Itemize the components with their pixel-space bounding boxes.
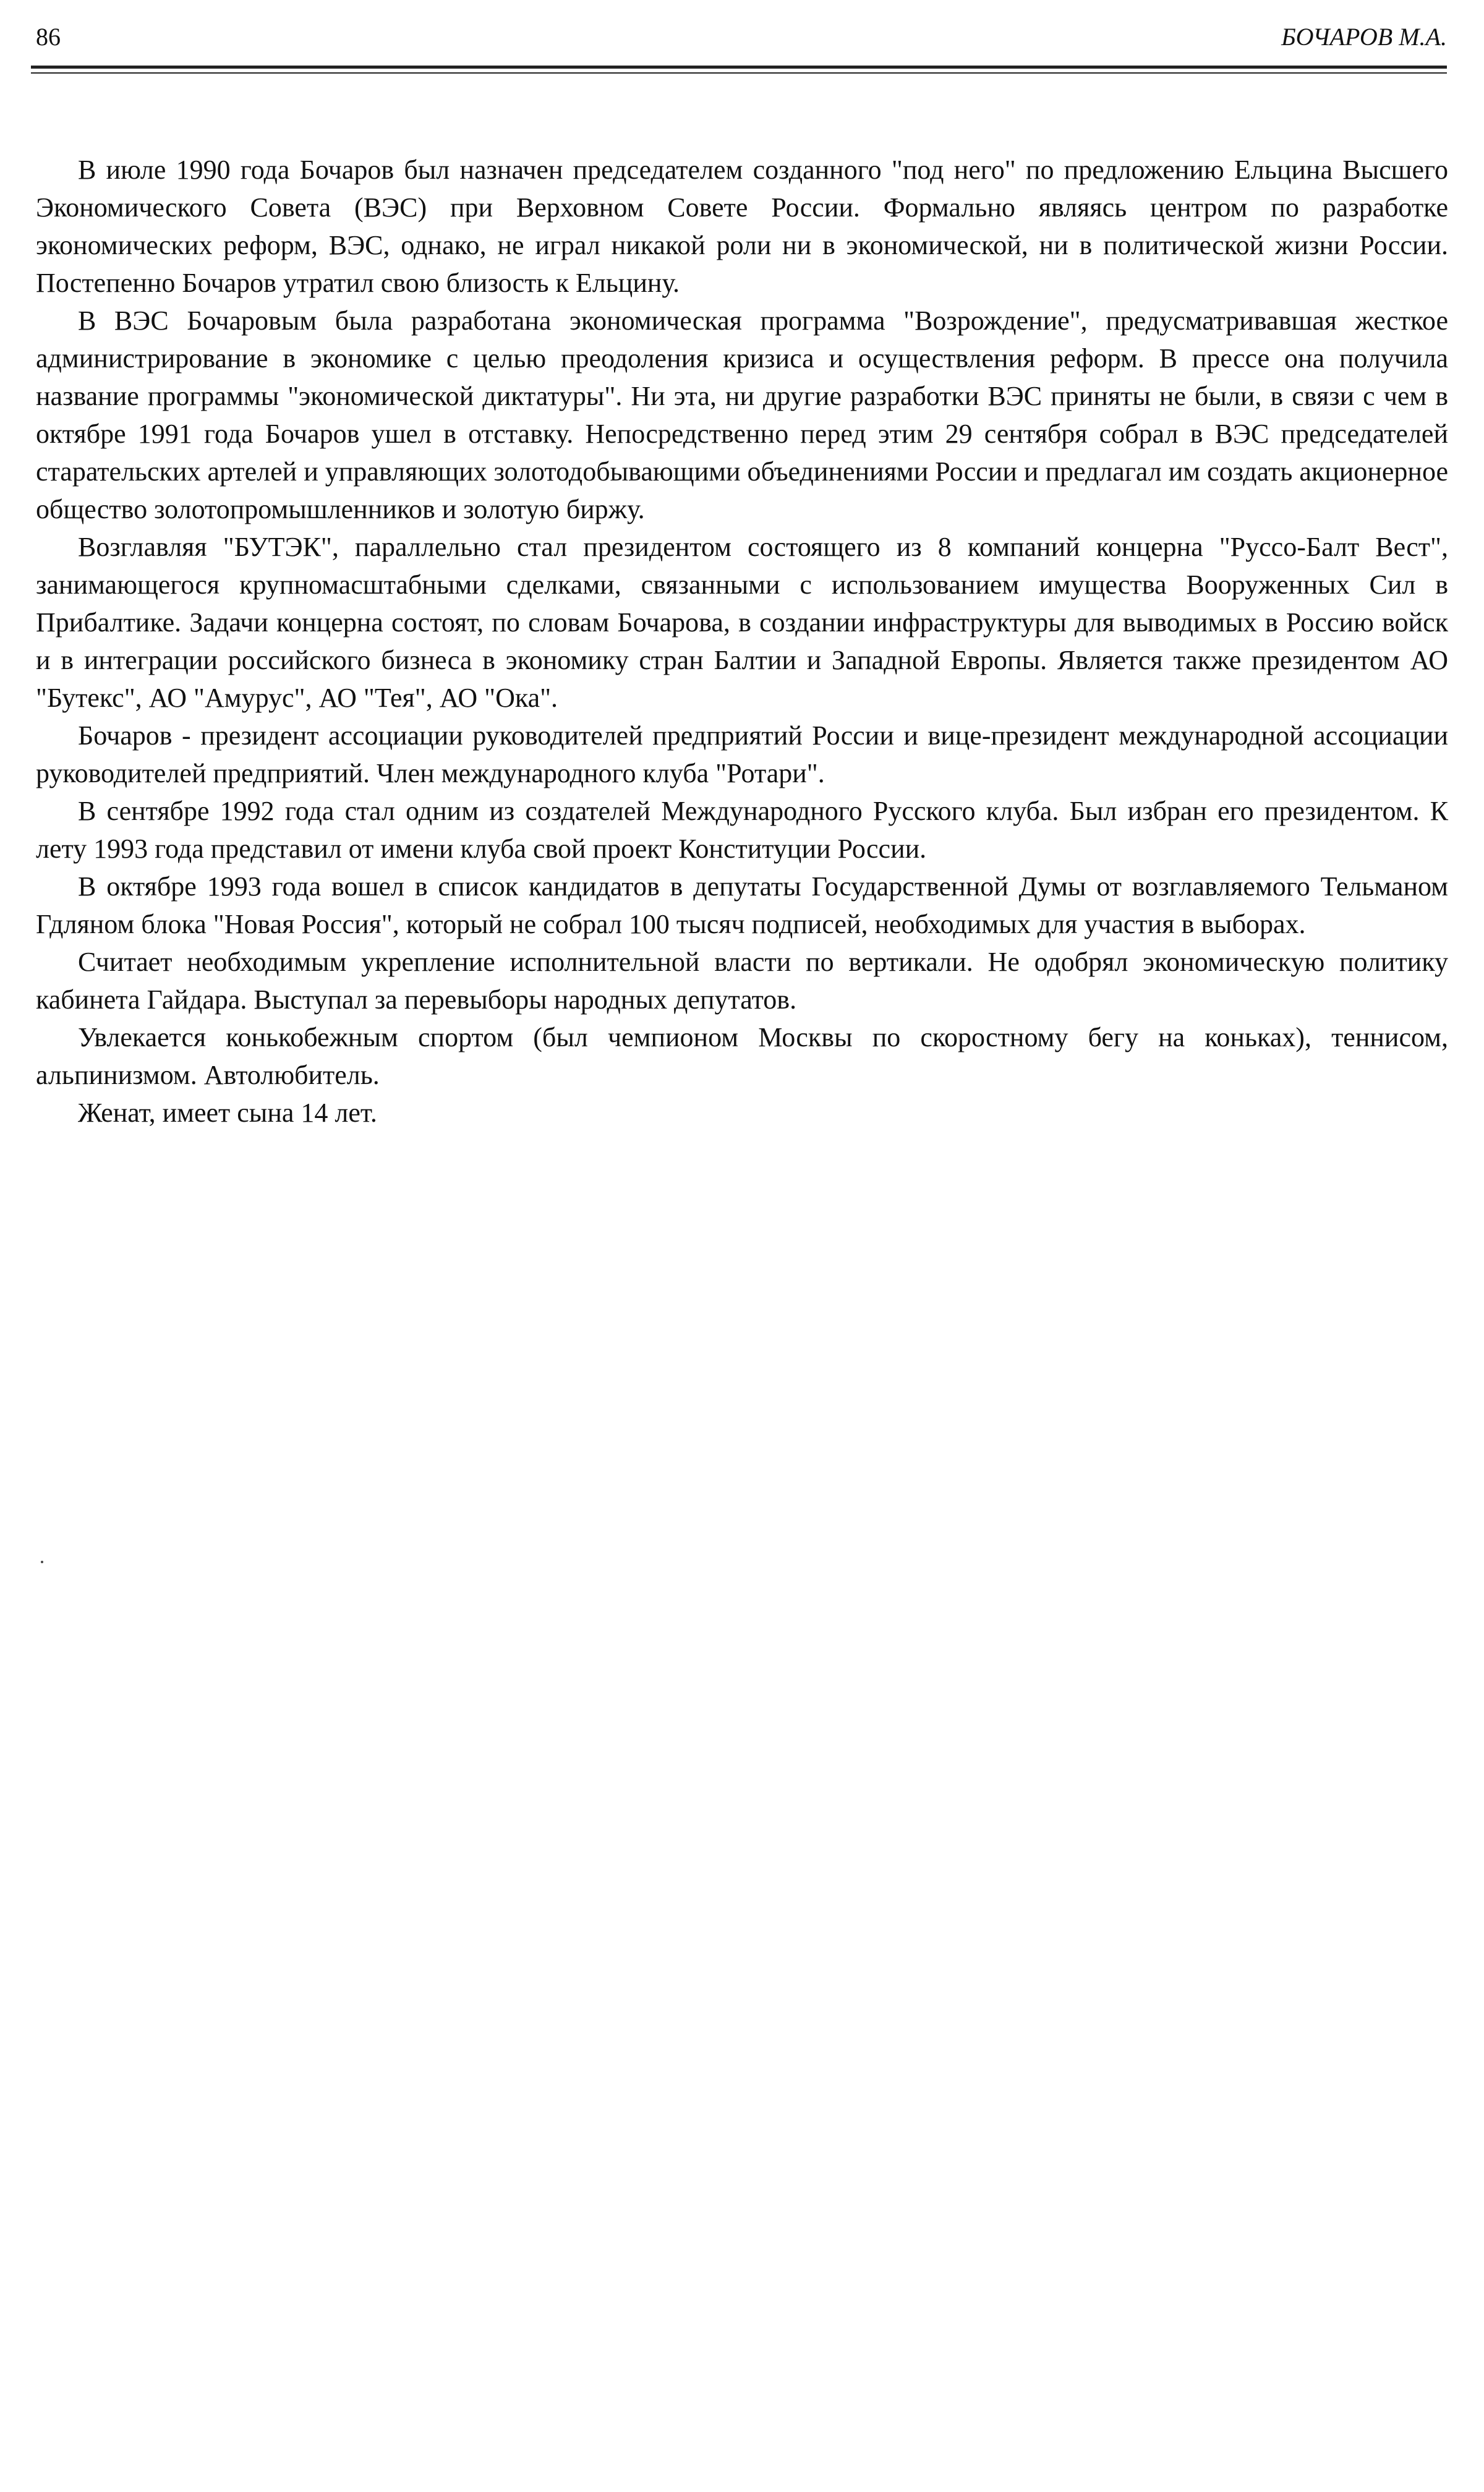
paragraph-5: В сентябре 1992 года стал одним из создателей Международного Русского клуба. Был избран его президентом. К лету 1993 года представил от имени клуба свой проект Конституции России. [36, 796, 1448, 864]
paragraph-4: Бочаров - президент ассоциации руководителей предприятий России и вице-президент международной ассоциации руководителей предприятий. Член международного клуба "Ротари". [36, 720, 1448, 788]
paragraph-2: В ВЭС Бочаровым была разработана экономическая программа "Возрождение", предусматривавшая жесткое администрирование в экономике с целью преодоления кризиса и осуществления реформ. В прессе она получила название программы "экономической диктатуры". Ни эта, ни другие разработки ВЭС приняты не были, в связи с чем в октябре 1991 года Бочаров ушел в отставку. Непосредственно перед этим 29 сентября собрал в ВЭС председателей старательских артелей и управляющих золотодобывающими объединениями России и предлагал им создать акционерное общество золотопромышленников и золотую биржу. [36, 305, 1449, 524]
paragraph-6: В октябре 1993 года вошел в список кандидатов в депутаты Государственной Думы от возглавляемого Тельманом Гдляном блока "Новая Россия", который не собрал 100 тысяч подписей, необходимых для участия в выборах. [36, 871, 1448, 939]
article-body [36, 151, 1448, 1132]
paragraph-1: В июле 1990 года Бочаров был назначен председателем созданного "под него" по предложению Ельцина Высшего Экономического Совета (ВЭС) при Верховном Совете России. Формально являясь центром по разработке экономических реформ, ВЭС, однако, не играл никакой роли ни в экономической, ни в политической жизни России. Постепенно Бочаров утратил свою близость к Ельцину. [36, 155, 1448, 298]
page-header [36, 21, 1447, 58]
scan-speck [41, 1561, 43, 1563]
paragraph-8: Увлекается конькобежным спортом (был чемпионом Москвы по скоростному бегу на коньках), теннисом, альпинизмом. Автолюбитель. [36, 1022, 1448, 1090]
paragraph-7: Считает необходимым укрепление исполнительной власти по вертикали. Не одобрял экономическую политику кабинета Гайдара. Выступал за перевыборы народных депутатов. [36, 947, 1448, 1015]
paragraph-9: Женат, имеет сына 14 лет. [78, 1098, 377, 1128]
header-rule-thin [31, 72, 1447, 74]
header-rule-thick [31, 66, 1447, 69]
page-number: 86 [36, 23, 61, 51]
running-head: БОЧАРОВ М.А. [1281, 23, 1447, 51]
paragraph-3: Возглавляя "БУТЭК", параллельно стал президентом состоящего из 8 компаний концерна "Руссо-Балт Вест", занимающегося крупномасштабными сделками, связанными с использованием имущества Вооруженных Сил в Прибалтике. Задачи концерна состоят, по словам Бочарова, в создании инфраструктуры для выводимых в Россию войск и в интеграции российского бизнеса в экономику стран Балтии и Западной Европы. Является также президентом АО "Бутекс", АО "Амурус", АО "Тея", АО "Ока". [36, 532, 1448, 713]
